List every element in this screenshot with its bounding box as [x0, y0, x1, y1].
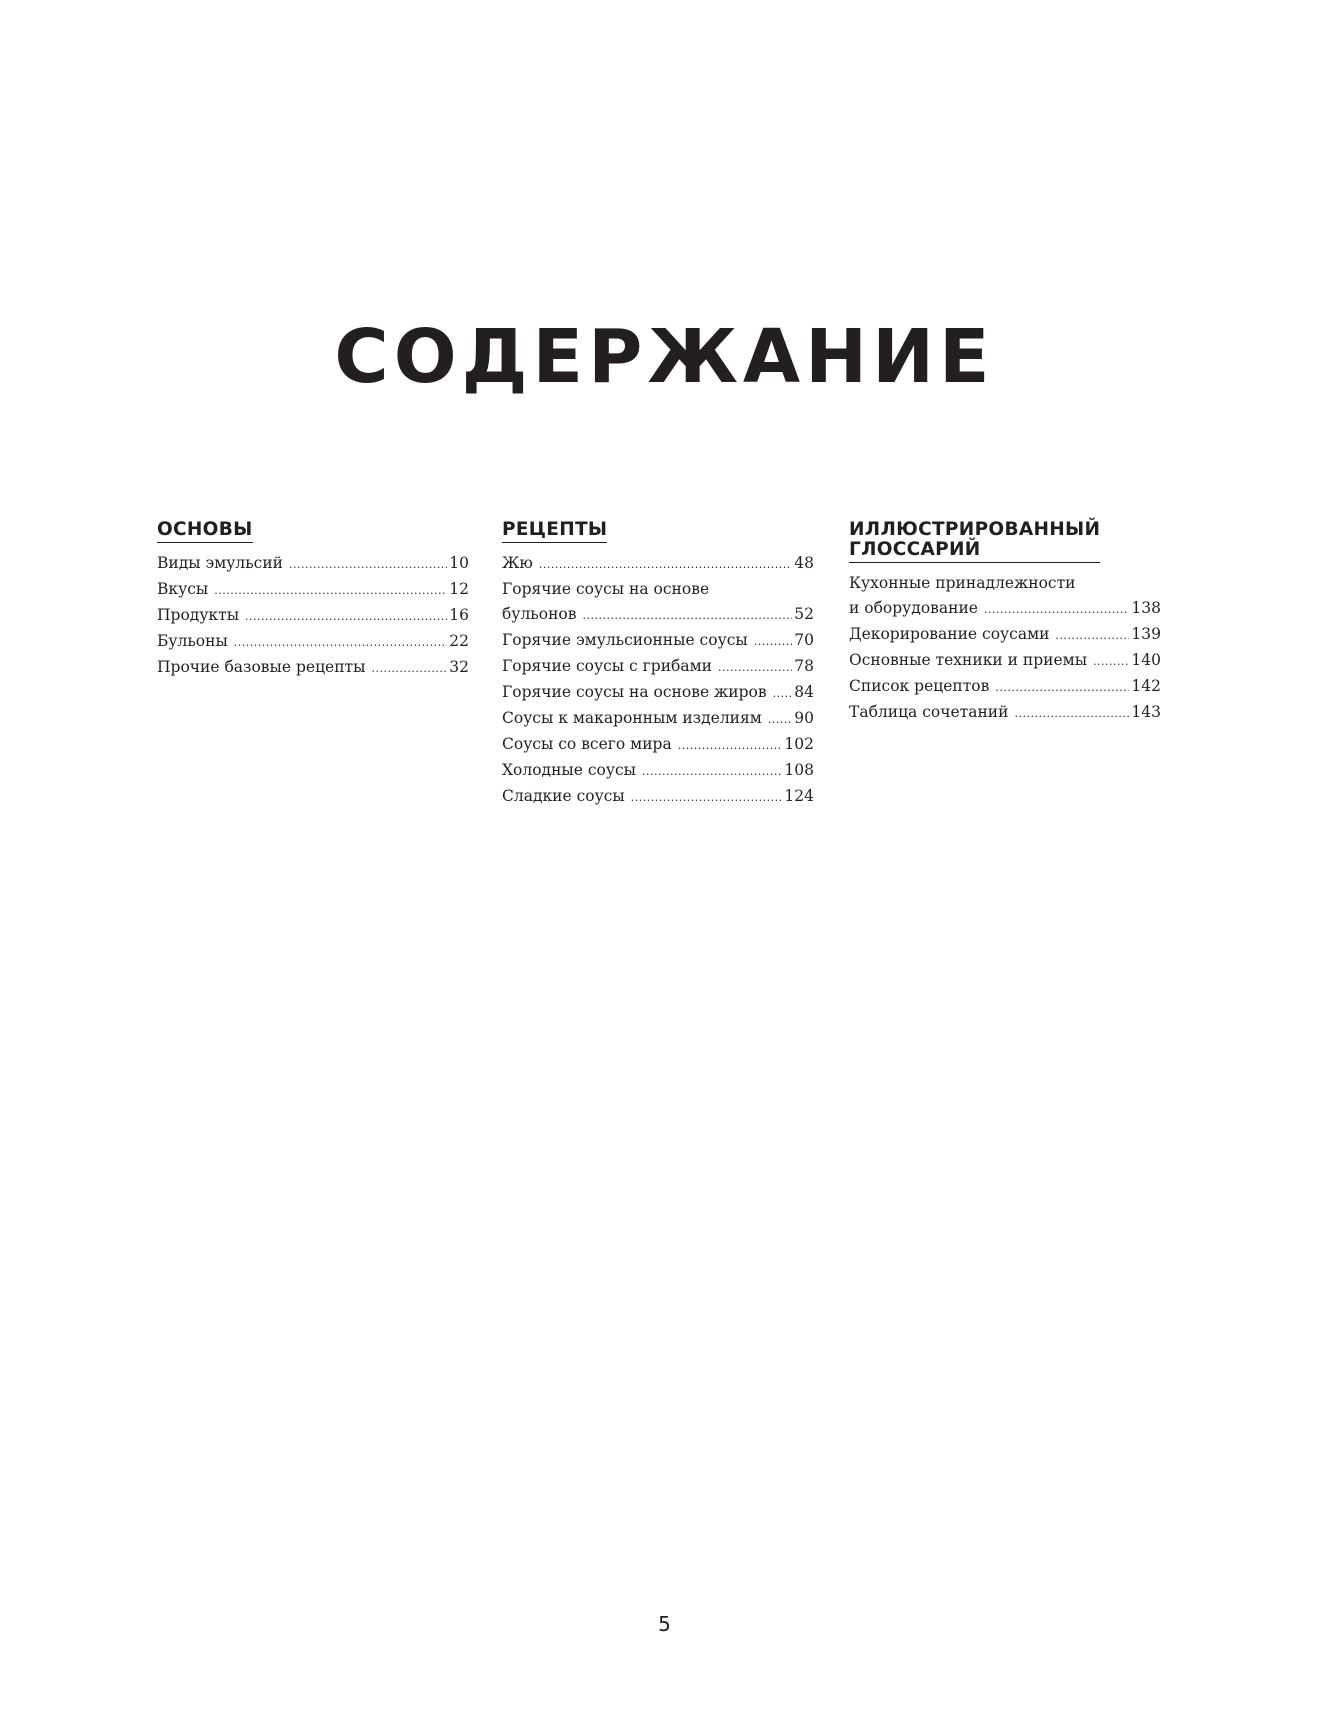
toc-entry-page: 139 [1131, 625, 1161, 643]
toc-entry-title: Холодные соусы [502, 761, 637, 779]
toc-entry-title: Сладкие соусы [502, 787, 625, 805]
page-title: СОДЕРЖАНИЕ [334, 314, 995, 400]
toc-entry-line [849, 674, 1161, 700]
toc-entry [502, 577, 814, 628]
toc-entry-line [502, 551, 814, 577]
toc-entry-page: 143 [1131, 703, 1161, 721]
toc-entry [849, 648, 1161, 674]
dot-leader [642, 759, 782, 784]
section-heading: ОСНОВЫ [157, 520, 253, 543]
toc-entry-title: Виды эмульсий [157, 554, 284, 572]
toc-entry-title: Жю [502, 554, 533, 572]
toc-list [502, 551, 814, 810]
toc-entry-title: и оборудование [849, 599, 978, 617]
toc-entry-page: 84 [794, 683, 814, 701]
toc-entry-title: Соусы к макаронным изделиям [502, 709, 762, 727]
toc-section-basics [157, 520, 469, 681]
toc-entry-page: 10 [449, 554, 469, 572]
dot-leader [995, 675, 1129, 700]
toc-list [849, 571, 1161, 726]
toc-entry [502, 706, 814, 732]
toc-entry-page: 142 [1131, 677, 1161, 695]
toc-entry-page: 48 [794, 554, 814, 572]
toc-entry-line [157, 577, 469, 603]
toc-entry [849, 571, 1161, 622]
toc-entry-page: 52 [794, 605, 814, 623]
toc-entry [502, 628, 814, 654]
toc-entry [502, 551, 814, 577]
toc-entry-title: Горячие эмульсионные соусы [502, 631, 748, 649]
toc-entry-title: Продукты [157, 606, 240, 624]
page-number: 5 [658, 1612, 671, 1636]
toc-entry-title: Горячие соусы на основе жиров [502, 683, 767, 701]
dot-leader [631, 785, 783, 810]
dot-leader [289, 552, 447, 577]
toc-entry-line [502, 628, 814, 654]
dot-leader [214, 578, 447, 603]
toc-entry-title: Прочие базовые рецепты [157, 658, 366, 676]
toc-entry-title: Горячие соусы с грибами [502, 657, 712, 675]
dot-leader [582, 603, 792, 628]
toc-entry-page: 102 [784, 735, 814, 753]
toc-entry [157, 577, 469, 603]
toc-entry-page: 16 [449, 606, 469, 624]
toc-entry-line [502, 758, 814, 784]
toc-entry-page: 108 [784, 761, 814, 779]
toc-list [157, 551, 469, 681]
toc-entry [157, 629, 469, 655]
dot-leader [245, 604, 447, 629]
toc-entry-line [157, 603, 469, 629]
toc-entry-title-first-line: Горячие соусы на основе [502, 580, 710, 598]
toc-entry-line [849, 700, 1161, 726]
toc-entry [157, 551, 469, 577]
toc-entry-page: 138 [1131, 599, 1161, 617]
toc-section-recipes [502, 520, 814, 810]
toc-entry [502, 784, 814, 810]
toc-entry-line [502, 784, 814, 810]
toc-entry-page: 32 [449, 658, 469, 676]
toc-entry-line [157, 655, 469, 681]
toc-entry-title: Таблица сочетаний [849, 703, 1009, 721]
toc-entry [849, 674, 1161, 700]
toc-entry-title: бульонов [502, 605, 577, 623]
dot-leader [1093, 649, 1129, 674]
toc-entry-line [502, 680, 814, 706]
toc-entry [849, 622, 1161, 648]
toc-entry-title: Вкусы [157, 580, 209, 598]
toc-entry-page: 70 [794, 631, 814, 649]
section-heading: РЕЦЕПТЫ [502, 520, 607, 543]
toc-entry-line [502, 732, 814, 758]
toc-entry-title: Соусы со всего мира [502, 735, 672, 753]
toc-entry [157, 655, 469, 681]
toc-entry-title-first-line: Кухонные принадлежности [849, 574, 1076, 592]
toc-section-glossary [849, 520, 1161, 726]
toc-entry-title: Основные техники и приемы [849, 651, 1088, 669]
toc-entry-page: 22 [449, 632, 469, 650]
dot-leader [754, 629, 793, 654]
toc-entry-page: 90 [794, 709, 814, 727]
toc-entry-page: 140 [1131, 651, 1161, 669]
toc-entry-title: Список рецептов [849, 677, 990, 695]
toc-entry [502, 654, 814, 680]
toc-entry-line [157, 629, 469, 655]
dot-leader [1014, 701, 1129, 726]
toc-entry [502, 732, 814, 758]
dot-leader [678, 733, 783, 758]
toc-entry-title: Бульоны [157, 632, 228, 650]
dot-leader [984, 597, 1129, 622]
toc-entry-line [849, 596, 1161, 622]
toc-entry-page: 12 [449, 580, 469, 598]
dot-leader [768, 707, 792, 732]
dot-leader [1055, 623, 1129, 648]
dot-leader [773, 681, 793, 706]
toc-entry [849, 700, 1161, 726]
toc-entry-page: 78 [794, 657, 814, 675]
dot-leader [539, 552, 792, 577]
toc-entry-title: Декорирование соусами [849, 625, 1050, 643]
dot-leader [718, 655, 792, 680]
toc-entry-line [502, 654, 814, 680]
toc-entry [157, 603, 469, 629]
toc-entry-page: 124 [784, 787, 814, 805]
dot-leader [371, 656, 447, 681]
toc-entry-line [849, 648, 1161, 674]
toc-entry-line [849, 622, 1161, 648]
dot-leader [234, 630, 447, 655]
toc-entry-line [502, 706, 814, 732]
section-heading: ИЛЛЮСТРИРОВАННЫЙ ГЛОССАРИЙ [849, 520, 1100, 563]
toc-entry [502, 680, 814, 706]
toc-entry [502, 758, 814, 784]
toc-entry-line [502, 602, 814, 628]
toc-entry-line [157, 551, 469, 577]
